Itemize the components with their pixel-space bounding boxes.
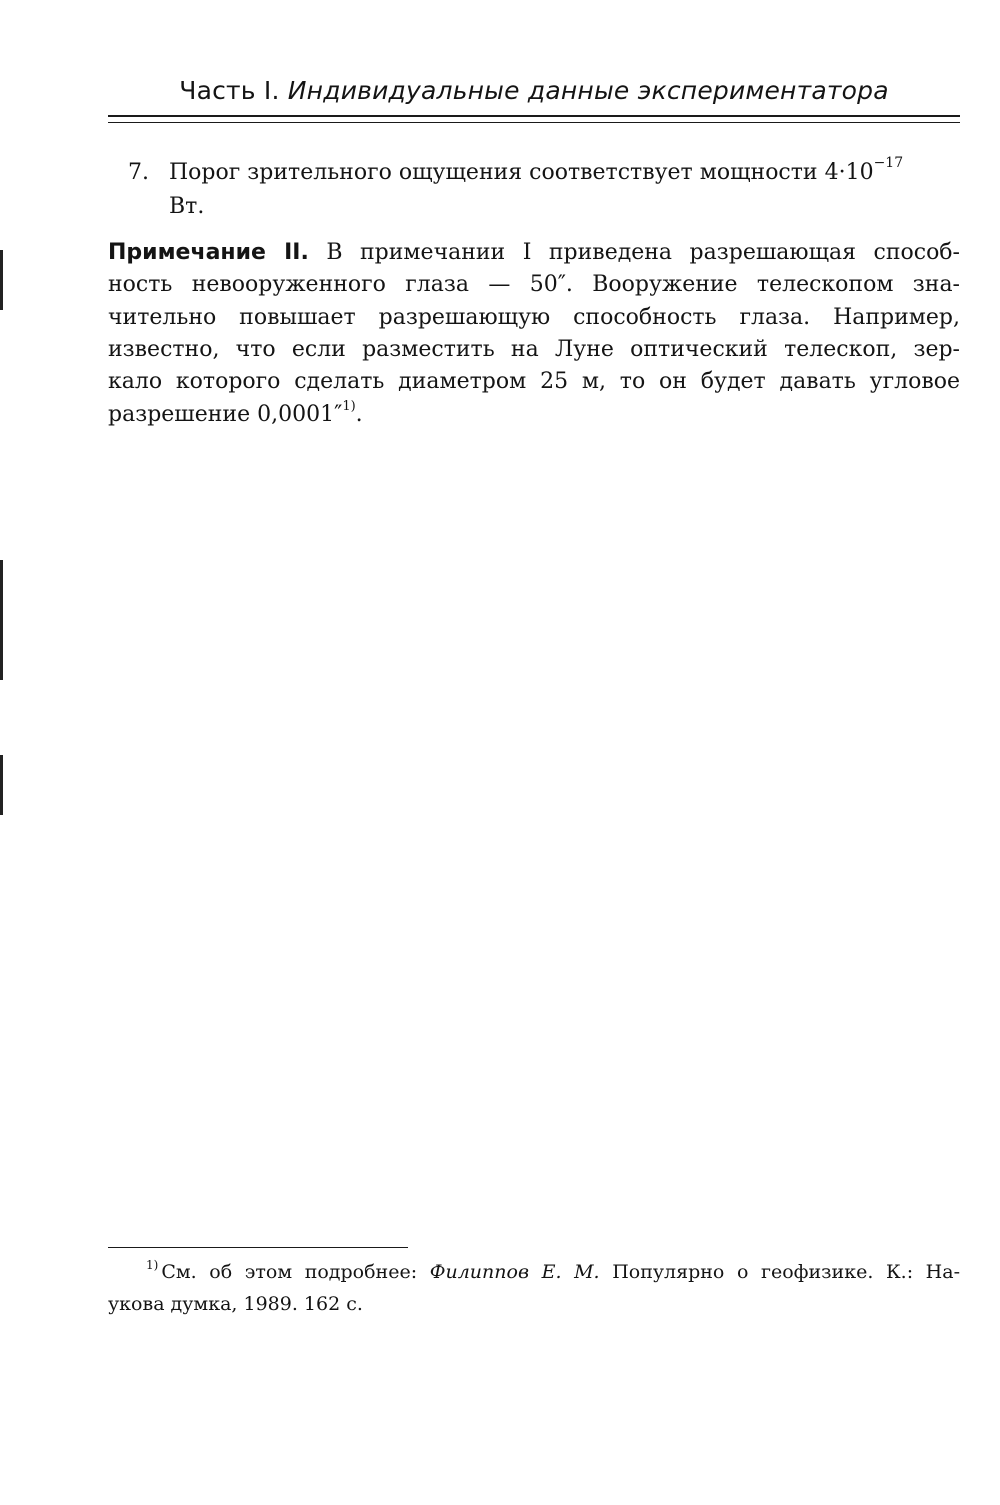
exponent: −17	[873, 155, 904, 171]
list-item-line-1	[169, 156, 903, 192]
footnote-author: Филиппов Е. М.	[429, 1261, 600, 1283]
footnote-intro: См. об этом подробнее:	[161, 1261, 418, 1283]
header-rule-thin	[108, 122, 960, 123]
footnote-rule	[108, 1247, 408, 1248]
scan-edge-mark	[0, 250, 3, 310]
note-label: Примечание II.	[108, 240, 309, 265]
footnote-line-1	[146, 1256, 960, 1288]
list-item-number: 7.	[128, 160, 149, 185]
chapter-title: Индивидуальные данные экспериментатора	[287, 76, 889, 105]
list-item-line-2: Вт.	[169, 194, 205, 219]
part-label: Часть I.	[179, 76, 280, 105]
note-line-3: чительно повышает разрешающую способность глаза. Например,	[108, 305, 960, 330]
note-line-text: разрешение 0,0001″	[108, 402, 343, 427]
note-line-4: известно, что если разместить на Луне оптический телескоп, зер-	[108, 337, 960, 362]
list-item-text: Порог зрительного ощущения соответствует мощности 4·10	[169, 160, 874, 185]
note-line-2: ность невооруженного глаза — 50″. Вооружение телескопом зна-	[108, 272, 960, 297]
header-rule-thick	[108, 115, 960, 117]
footnote-line-2: укова думка, 1989. 162 с.	[108, 1293, 363, 1315]
footnote-reference: 1)	[342, 399, 356, 414]
note-line-1	[108, 236, 960, 270]
scan-edge-mark	[0, 560, 3, 680]
note-line-5: кало которого сделать диаметром 25 м, то он будет давать угловое	[108, 369, 960, 394]
note-line-6	[108, 398, 960, 432]
note-line-text: В примечании I приведена разрешающая способ-	[326, 240, 960, 265]
end-punctuation: .	[355, 402, 363, 427]
scan-edge-mark	[0, 755, 3, 815]
running-head	[108, 74, 960, 108]
footnote-text: Популярно о геофизике. К.: На-	[612, 1261, 960, 1283]
footnote-marker: 1)	[146, 1258, 159, 1272]
